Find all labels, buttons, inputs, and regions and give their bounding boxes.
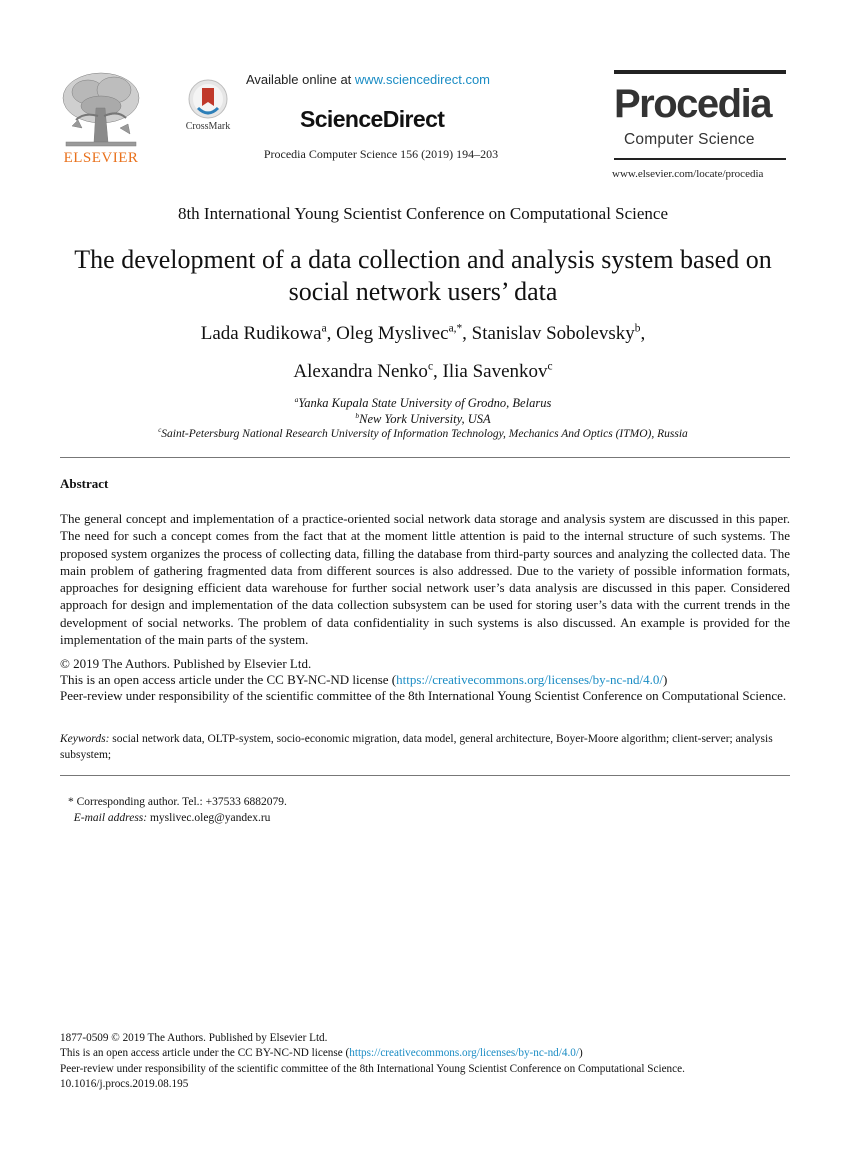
author-separator: , [640,323,646,344]
crossmark-icon [180,78,236,122]
copyright-block [60,656,790,705]
author-separator: , [433,361,443,382]
crossmark-badge[interactable] [180,78,236,134]
license-line [60,672,790,688]
corresponding-author [68,794,287,826]
elsevier-logo [58,68,144,168]
journal-reference: Procedia Computer Science 156 (2019) 194–203 [263,147,499,161]
author-affiliation-mark: c [547,360,553,373]
procedia-logo [612,68,790,186]
author-affiliation-mark: b [634,322,641,335]
footer [60,1031,800,1093]
author-name: Ilia Savenkov [442,361,548,382]
conference-name: 8th International Young Scientist Conference on Computational Science [177,204,669,223]
affiliation-mark: b [355,410,360,420]
available-online [246,72,516,87]
corresponding-line: * Corresponding author. Tel.: +37533 6882079. [68,796,287,808]
keywords [60,731,790,763]
divider-top [60,457,790,458]
email-address[interactable]: myslivec.oleg@yandex.ru [147,812,271,824]
keywords-label: Keywords: [60,733,110,745]
abstract-heading: Abstract [60,476,109,491]
author-affiliation-mark: a [321,322,327,335]
authors-line-2 [40,361,806,383]
author-name: Oleg Myslivec [336,323,449,344]
paper-title-line-1: The development of a data collection and analysis system based on [74,245,772,274]
footer-doi[interactable]: 10.1016/j.procs.2019.08.195 [60,1078,189,1091]
available-prefix: Available online at [246,72,355,87]
email-line [68,810,287,826]
elsevier-tree-icon [58,68,144,150]
peer-review-line: Peer-review under responsibility of the scientific committee of the 8th International Young Scientist Conference on Computational Science. [60,688,787,704]
footer-license [60,1046,800,1061]
elsevier-wordmark: ELSEVIER [63,150,139,166]
crossmark-label: CrossMark [185,121,231,132]
license-link[interactable]: https://creativecommons.org/licenses/by-nc-nd/4.0/ [396,672,664,688]
footer-license-prefix: This is an open access article under the CC BY-NC-ND license ( [60,1047,350,1060]
footer-issn: 1877-0509 © 2019 The Authors. Published by Elsevier Ltd. [60,1032,328,1044]
sciencedirect-logo: ScienceDirect [300,106,445,132]
author-affiliation-mark: c [427,360,433,373]
paper-title [40,244,806,308]
author-name: Stanislav Sobolevsky [471,323,635,344]
authors-line-1 [40,323,806,345]
keywords-list: social network data, OLTP-system, socio-economic migration, data model, general architecture, Boyer-Moore algorithm; client-server; analysis subsystem; [60,733,773,761]
affiliation-text: New York University, USA [359,412,491,426]
procedia-subtitle: Computer Science [624,131,755,148]
copyright-line: © 2019 The Authors. Published by Elsevier Ltd. [60,656,312,671]
affiliation-a [40,396,806,411]
procedia-site-link[interactable]: www.elsevier.com/locate/procedia [612,168,764,180]
affiliation-b [40,412,806,427]
author-separator: , [326,323,337,344]
affiliation-text: Yanka Kupala State University of Grodno, Belarus [298,396,552,410]
divider-bottom [60,775,790,776]
footer-license-suffix: ) [578,1047,583,1060]
footer-peer-review: Peer-review under responsibility of the scientific committee of the 8th International Young Scientist Conference on Computational Science. [60,1062,685,1075]
affiliation-text: Saint-Petersburg National Research University of Information Technology, Mechanics And Optics (ITMO), Russia [161,428,688,440]
abstract-body: The general concept and implementation of a practice-oriented social network data storage and analysis system are discussed in this paper. The need for such a concept comes from the fact that at the moment little attention is paid to the internal structure of such systems. The proposed system organizes the process of collecting data, filling the database from third-party sources and analyzing the collected data. The main problem of gathering fragmented data from different sources is also addressed. Due to the variety of possible information formats, approaches for designing efficient data warehouse for further social network user’s data analysis are discussed in this paper. Considered approach for design and implementation of the data collection subsystem can be used for storing user’s data with the current trends in the development of social networks. The problem of data confidentiality in such systems is also discussed. An example is provided for the implementation of the main parts of the system. [60,511,790,648]
license-prefix: This is an open access article under the CC BY-NC-ND license ( [60,672,397,688]
affiliation-c [40,428,806,440]
procedia-brand: Procedia [614,82,771,126]
affiliation-mark: a [294,394,299,404]
license-suffix: ) [663,672,668,688]
author-name: Lada Rudikowa [200,323,322,344]
affiliation-mark: c [158,427,162,435]
procedia-top-rule [614,70,786,74]
sciencedirect-link[interactable]: www.sciencedirect.com [354,72,491,87]
author-name: Alexandra Nenko [293,361,428,382]
email-label: E-mail address: [73,812,148,824]
procedia-bottom-rule [614,158,786,160]
author-separator: , [462,323,472,344]
author-affiliation-mark: a,* [448,322,463,335]
footer-license-link[interactable]: https://creativecommons.org/licenses/by-nc-nd/4.0/ [349,1047,579,1060]
paper-title-line-2: social network users’ data [288,277,558,306]
